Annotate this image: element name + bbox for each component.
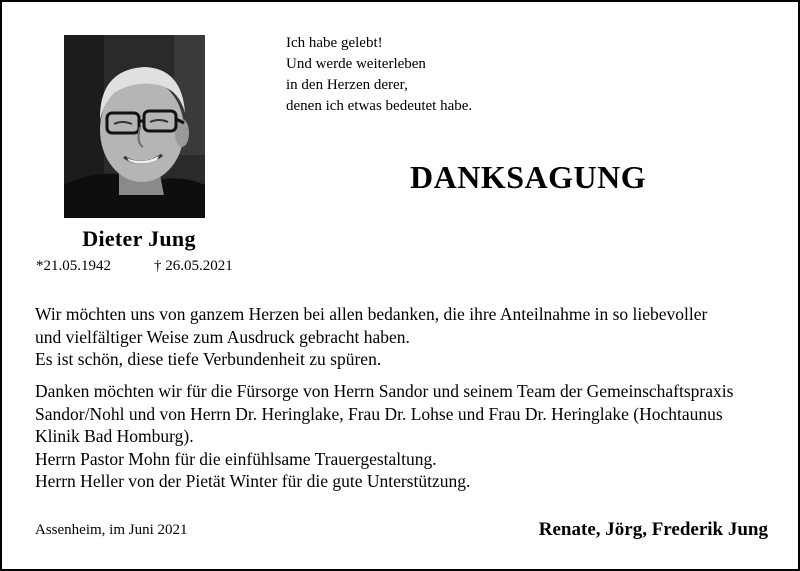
quote-line: Und werde weiterleben: [286, 56, 426, 72]
birth-date: *21.05.1942: [36, 258, 111, 274]
family-signature: Renate, Jörg, Frederik Jung: [538, 519, 768, 540]
portrait-photo: [64, 35, 205, 218]
quote-line: in den Herzen derer,: [286, 77, 408, 93]
deceased-name: Dieter Jung: [82, 226, 196, 251]
text-line: Es ist schön, diese tiefe Verbundenheit zu spüren.: [35, 349, 382, 369]
quote-line: Ich habe gelebt!: [286, 35, 383, 51]
text-line: Wir möchten uns von ganzem Herzen bei allen bedanken, die ihre Anteilnahme in so liebevoller: [35, 304, 708, 324]
death-date: † 26.05.2021: [154, 258, 233, 274]
text-line: Sandor/Nohl und von Herrn Dr. Heringlake, Frau Dr. Lohse und Frau Dr. Heringlake (Hochtaunus: [35, 403, 723, 424]
quote-line: denen ich etwas bedeutet habe.: [286, 98, 473, 114]
thanks-paragraph-2: [35, 380, 775, 493]
text-line: Herrn Heller von der Pietät Winter für die gute Unterstützung.: [35, 471, 471, 491]
text-line: und vielfältiger Weise zum Ausdruck gebracht haben.: [35, 326, 410, 347]
text-line: Danken möchten wir für die Fürsorge von Herrn Sandor und seinem Team der Gemeinschaftspraxis: [35, 381, 734, 401]
place-and-date: Assenheim, im Juni 2021: [35, 522, 188, 538]
text-line: Herrn Pastor Mohn für die einfühlsame Trauergestaltung.: [35, 448, 437, 469]
memorial-quote: [286, 33, 472, 117]
text-line: Klinik Bad Homburg).: [35, 426, 194, 446]
page-title: DANKSAGUNG: [410, 159, 647, 195]
thanks-paragraph-1: [35, 303, 775, 371]
